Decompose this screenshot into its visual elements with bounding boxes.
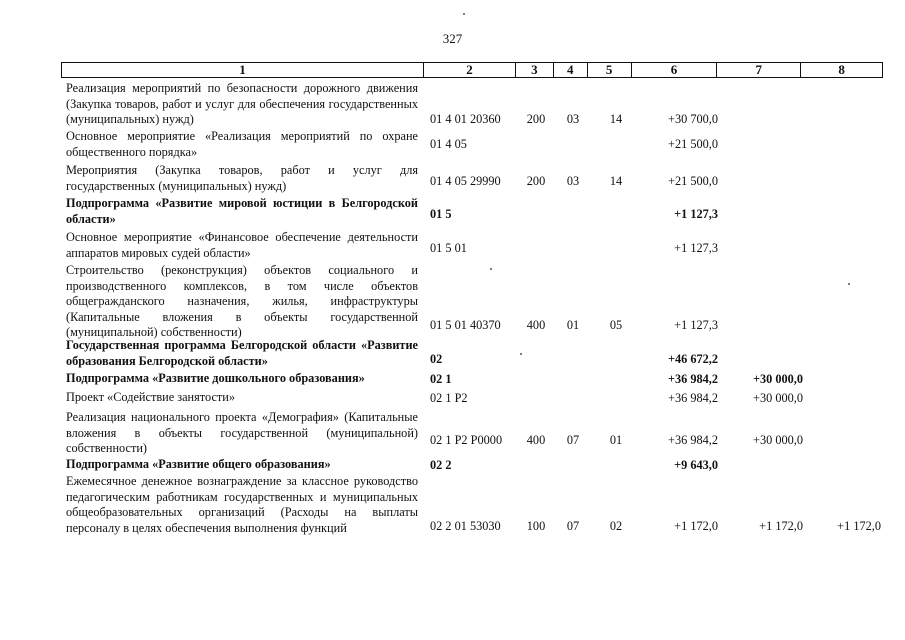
table-row <box>0 457 905 473</box>
row-name: Подпрограмма «Развитие общего образования» <box>66 457 331 471</box>
row-amount-7: +30 000,0 <box>752 371 803 386</box>
row-name: Реализация мероприятий по безопасности дорожного движения (Закупка товаров, работ и услуг для обеспечения государственных (муниципальных) нужд) <box>66 81 418 126</box>
row-amount-7: +30 000,0 <box>753 390 803 405</box>
row-amount-6: +1 172,0 <box>674 518 718 533</box>
row-vr: 400 <box>526 432 546 447</box>
row-rz: 07 <box>566 432 580 447</box>
row-name: Основное мероприятие «Финансовое обеспечение деятельности аппаратов мировых судей области» <box>66 230 418 260</box>
row-code: 02 1 P2 P0000 <box>430 432 503 447</box>
table-row <box>0 81 905 127</box>
row-pr: 02 <box>609 518 623 533</box>
row-pr: 14 <box>609 111 623 126</box>
header-col-7: 7 <box>717 63 801 77</box>
row-vr: 400 <box>526 317 546 332</box>
table-row <box>0 196 905 227</box>
row-code: 01 4 05 29990 <box>430 173 501 188</box>
row-name: Проект «Содействие занятости» <box>66 390 236 404</box>
row-name: Реализация национального проекта «Демография» (Капитальные вложения в объекты государственной (муниципальной) собственности) <box>66 410 418 455</box>
row-amount-6: +36 984,2 <box>668 432 718 447</box>
row-amount-6: +46 672,2 <box>667 351 718 366</box>
row-pr: 05 <box>609 317 623 332</box>
table-row <box>0 371 905 387</box>
row-amount-6: +1 127,3 <box>674 206 718 221</box>
row-rz: 01 <box>566 317 580 332</box>
table-row <box>0 129 905 160</box>
table-row <box>0 410 905 456</box>
row-name: Подпрограмма «Развитие мировой юстиции в Белгородской области» <box>66 196 418 226</box>
row-amount-6: +36 984,2 <box>668 390 718 405</box>
scan-speck <box>463 13 465 15</box>
scan-speck <box>848 283 850 285</box>
header-col-1: 1 <box>62 63 424 77</box>
row-vr: 200 <box>526 111 546 126</box>
row-code: 01 4 01 20360 <box>430 111 501 126</box>
row-rz: 03 <box>566 173 580 188</box>
row-amount-6: +9 643,0 <box>674 457 718 472</box>
row-vr: 200 <box>526 173 546 188</box>
header-col-3: 3 <box>516 63 554 77</box>
table-row <box>0 163 905 194</box>
table-row <box>0 263 905 340</box>
row-code: 01 4 05 <box>430 136 467 151</box>
page-number: 327 <box>442 31 463 46</box>
table-header <box>61 62 883 78</box>
row-rz: 07 <box>566 518 580 533</box>
row-amount-6: +21 500,0 <box>668 173 718 188</box>
row-code: 02 1 P2 <box>430 390 468 405</box>
row-amount-6: +1 127,3 <box>674 317 718 332</box>
header-col-2: 2 <box>424 63 516 77</box>
row-code: 01 5 <box>430 206 452 221</box>
row-code: 01 5 01 <box>430 240 467 255</box>
row-name: Основное мероприятие «Реализация мероприятий по охране общественного порядка» <box>66 129 418 159</box>
table-row <box>0 390 905 406</box>
row-code: 02 1 <box>430 371 452 386</box>
row-amount-6: +30 700,0 <box>668 111 718 126</box>
scan-speck <box>490 268 492 270</box>
table-row <box>0 230 905 261</box>
row-vr: 100 <box>526 518 546 533</box>
row-amount-6: +1 127,3 <box>674 240 718 255</box>
row-code: 01 5 01 40370 <box>430 317 501 332</box>
row-name: Государственная программа Белгородской области «Развитие образования Белгородской области» <box>66 338 418 368</box>
row-name: Мероприятия (Закупка товаров, работ и услуг для государственных (муниципальных) нужд) <box>66 163 418 193</box>
row-amount-6: +36 984,2 <box>667 371 718 386</box>
row-name: Подпрограмма «Развитие дошкольного образования» <box>66 371 365 385</box>
row-pr: 14 <box>609 173 623 188</box>
row-amount-8: +1 172,0 <box>837 518 881 533</box>
row-code: 02 2 <box>430 457 452 472</box>
header-col-8: 8 <box>838 62 845 77</box>
scan-speck <box>520 353 522 355</box>
row-amount-6: +21 500,0 <box>668 136 718 151</box>
row-code: 02 2 01 53030 <box>430 518 501 533</box>
row-amount-7: +1 172,0 <box>759 518 803 533</box>
table-row <box>0 338 905 369</box>
row-rz: 03 <box>566 111 580 126</box>
row-pr: 01 <box>609 432 623 447</box>
header-col-6: 6 <box>632 63 718 77</box>
header-col-5: 5 <box>588 63 632 77</box>
row-amount-7: +30 000,0 <box>753 432 803 447</box>
table-row <box>0 474 905 536</box>
row-name: Строительство (реконструкция) объектов социального и производственного комплексов, в том числе объектов общегражданского назначения, жилья, инфраструктуры (Капитальные вложения в объекты государственной (муниципальной) собственности) <box>66 263 418 339</box>
row-code: 02 <box>430 351 443 366</box>
header-col-4: 4 <box>554 63 588 77</box>
row-name: Ежемесячное денежное вознаграждение за классное руководство педагогическим работникам государственных и муниципальных общеобразовательных организаций (Расходы на выплаты персоналу в целях обеспечения выполнения функций <box>66 474 418 535</box>
